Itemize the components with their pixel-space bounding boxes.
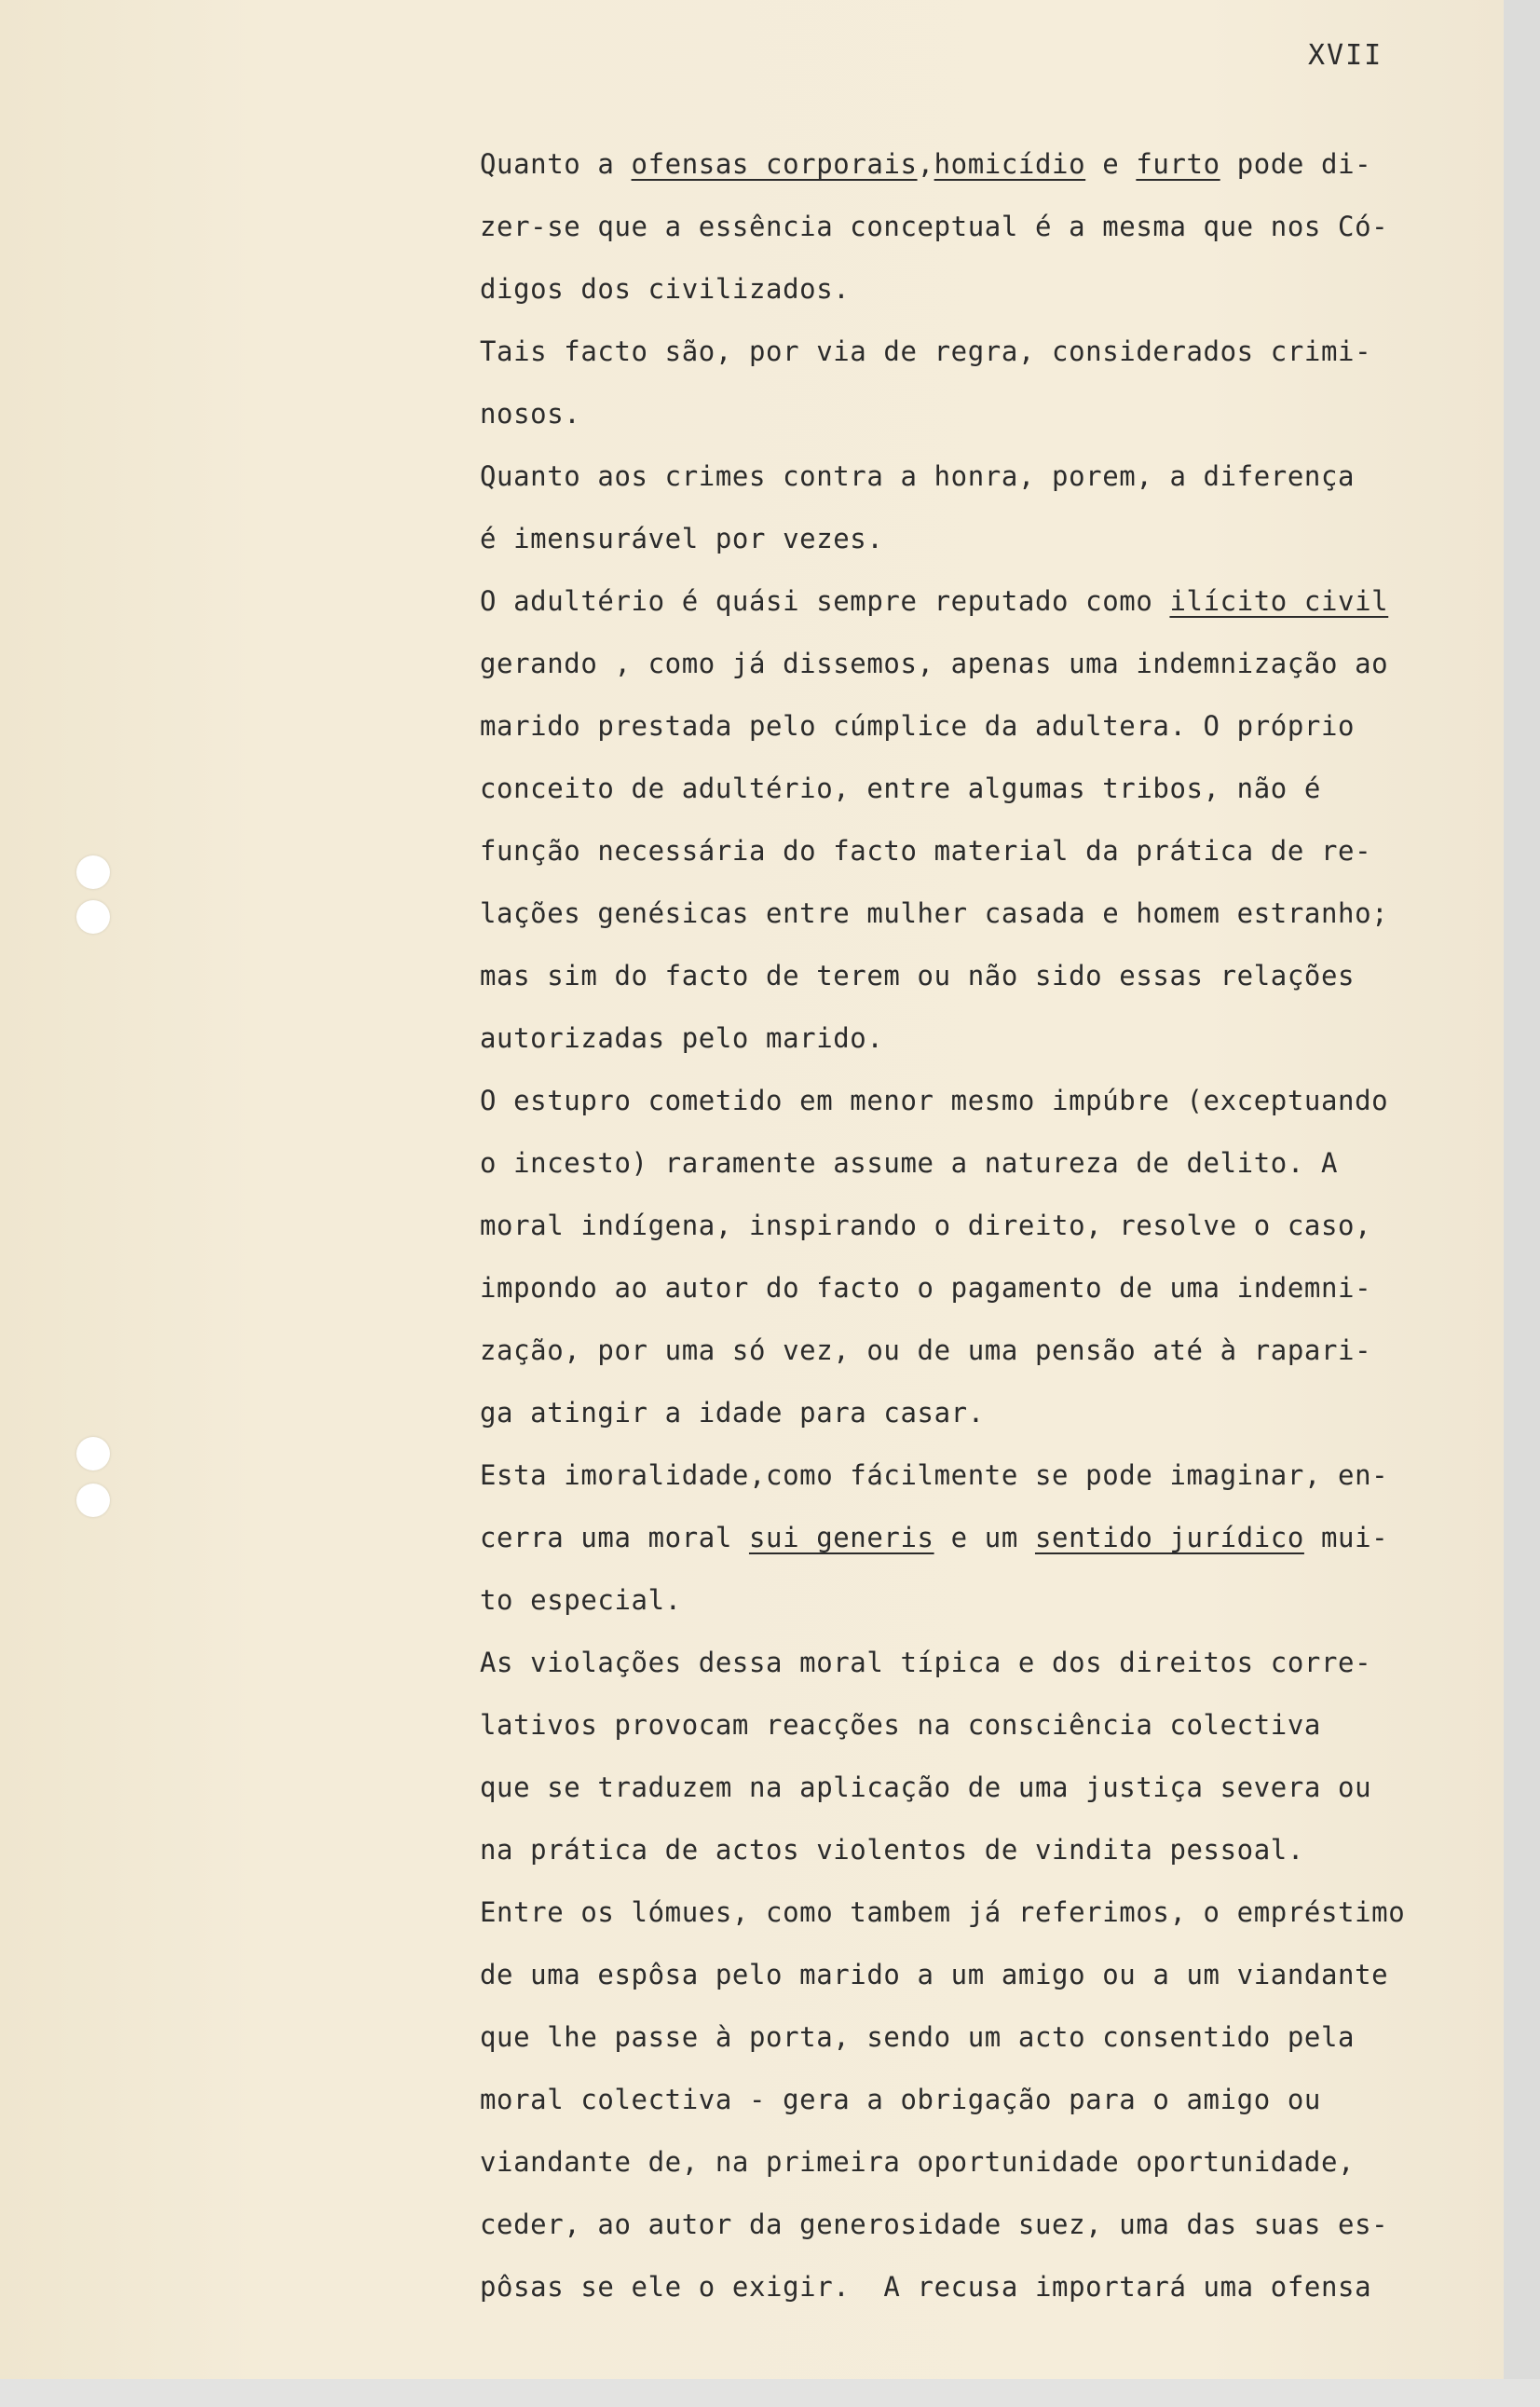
text-line: pôsas se ele o exigir. A recusa importará uma ofensa: [480, 2271, 1372, 2303]
text-line: lativos provocam reacções na consciência colectiva: [480, 1709, 1321, 1741]
text-line: autorizadas pelo marido.: [480, 1022, 884, 1054]
text-line: que lhe passe à porta, sendo um acto consentido pela: [480, 2021, 1356, 2053]
page-number: XVII: [1308, 39, 1383, 72]
text-line: Entre os lómues, como tambem já referimos, o empréstimo: [480, 1896, 1406, 1928]
typed-text-body: [480, 133, 1486, 2318]
underlined-term: sentido jurídico: [1034, 1522, 1304, 1553]
text-line: de uma espôsa pelo marido a um amigo ou a um viandante: [480, 1959, 1389, 1990]
text-line: nosos.: [480, 398, 581, 430]
text-line: Quanto aos crimes contra a honra, porem, a diferença: [480, 460, 1356, 492]
text-line: na prática de actos violentos de vindita pessoal.: [480, 1834, 1304, 1866]
punch-hole: [76, 1437, 110, 1470]
punch-hole: [76, 900, 110, 934]
text-line: zer-se que a essência conceptual é a mesma que nos Có-: [480, 211, 1389, 242]
text-line: O adultério é quási sempre reputado como ilícito civil: [480, 585, 1389, 617]
underlined-term: homicídio: [934, 148, 1086, 180]
underlined-term: ilícito civil: [1169, 585, 1389, 617]
text-line: As violações dessa moral típica e dos direitos corre-: [480, 1647, 1372, 1678]
text-line: zação, por uma só vez, ou de uma pensão até à rapari-: [480, 1334, 1372, 1366]
underlined-term: furto: [1136, 148, 1220, 180]
text-line: moral colectiva - gera a obrigação para o amigo ou: [480, 2084, 1321, 2115]
punch-hole: [76, 855, 110, 889]
text-line: ga atingir a idade para casar.: [480, 1397, 985, 1429]
text-line: gerando , como já dissemos, apenas uma indemnização ao: [480, 648, 1389, 679]
text-line: viandante de, na primeira oportunidade oportunidade,: [480, 2146, 1356, 2178]
text-line: to especial.: [480, 1584, 682, 1616]
punch-hole: [76, 1484, 110, 1517]
text-line: moral indígena, inspirando o direito, resolve o caso,: [480, 1210, 1372, 1241]
text-line: cerra uma moral sui generis e um sentido jurídico mui-: [480, 1522, 1389, 1553]
text-line: é imensurável por vezes.: [480, 523, 884, 554]
text-line: mas sim do facto de terem ou não sido essas relações: [480, 960, 1356, 992]
text-line: O estupro cometido em menor mesmo impúbre (exceptuando: [480, 1085, 1389, 1116]
text-line: lações genésicas entre mulher casada e homem estranho;: [480, 897, 1389, 929]
text-line: função necessária do facto material da prática de re-: [480, 835, 1372, 867]
scan-right-margin: [1504, 0, 1540, 2407]
text-line: Esta imoralidade,como fácilmente se pode imaginar, en-: [480, 1459, 1389, 1491]
text-line: o incesto) raramente assume a natureza de delito. A: [480, 1147, 1339, 1179]
underlined-term: sui generis: [748, 1522, 934, 1553]
text-line: que se traduzem na aplicação de uma justiça severa ou: [480, 1771, 1372, 1803]
text-line: marido prestada pelo cúmplice da adultera. O próprio: [480, 710, 1356, 742]
text-line: conceito de adultério, entre algumas tribos, não é: [480, 773, 1321, 804]
text-line: impondo ao autor do facto o pagamento de uma indemni-: [480, 1272, 1372, 1304]
text-line: digos dos civilizados.: [480, 273, 851, 305]
text-line: Quanto a ofensas corporais,homicídio e furto pode di-: [480, 148, 1372, 180]
text-line: ceder, ao autor da generosidade suez, uma das suas es-: [480, 2209, 1389, 2240]
text-line: Tais facto são, por via de regra, considerados crimi-: [480, 335, 1372, 367]
scan-bottom-margin: [0, 2379, 1540, 2407]
underlined-term: ofensas corporais: [631, 148, 918, 180]
